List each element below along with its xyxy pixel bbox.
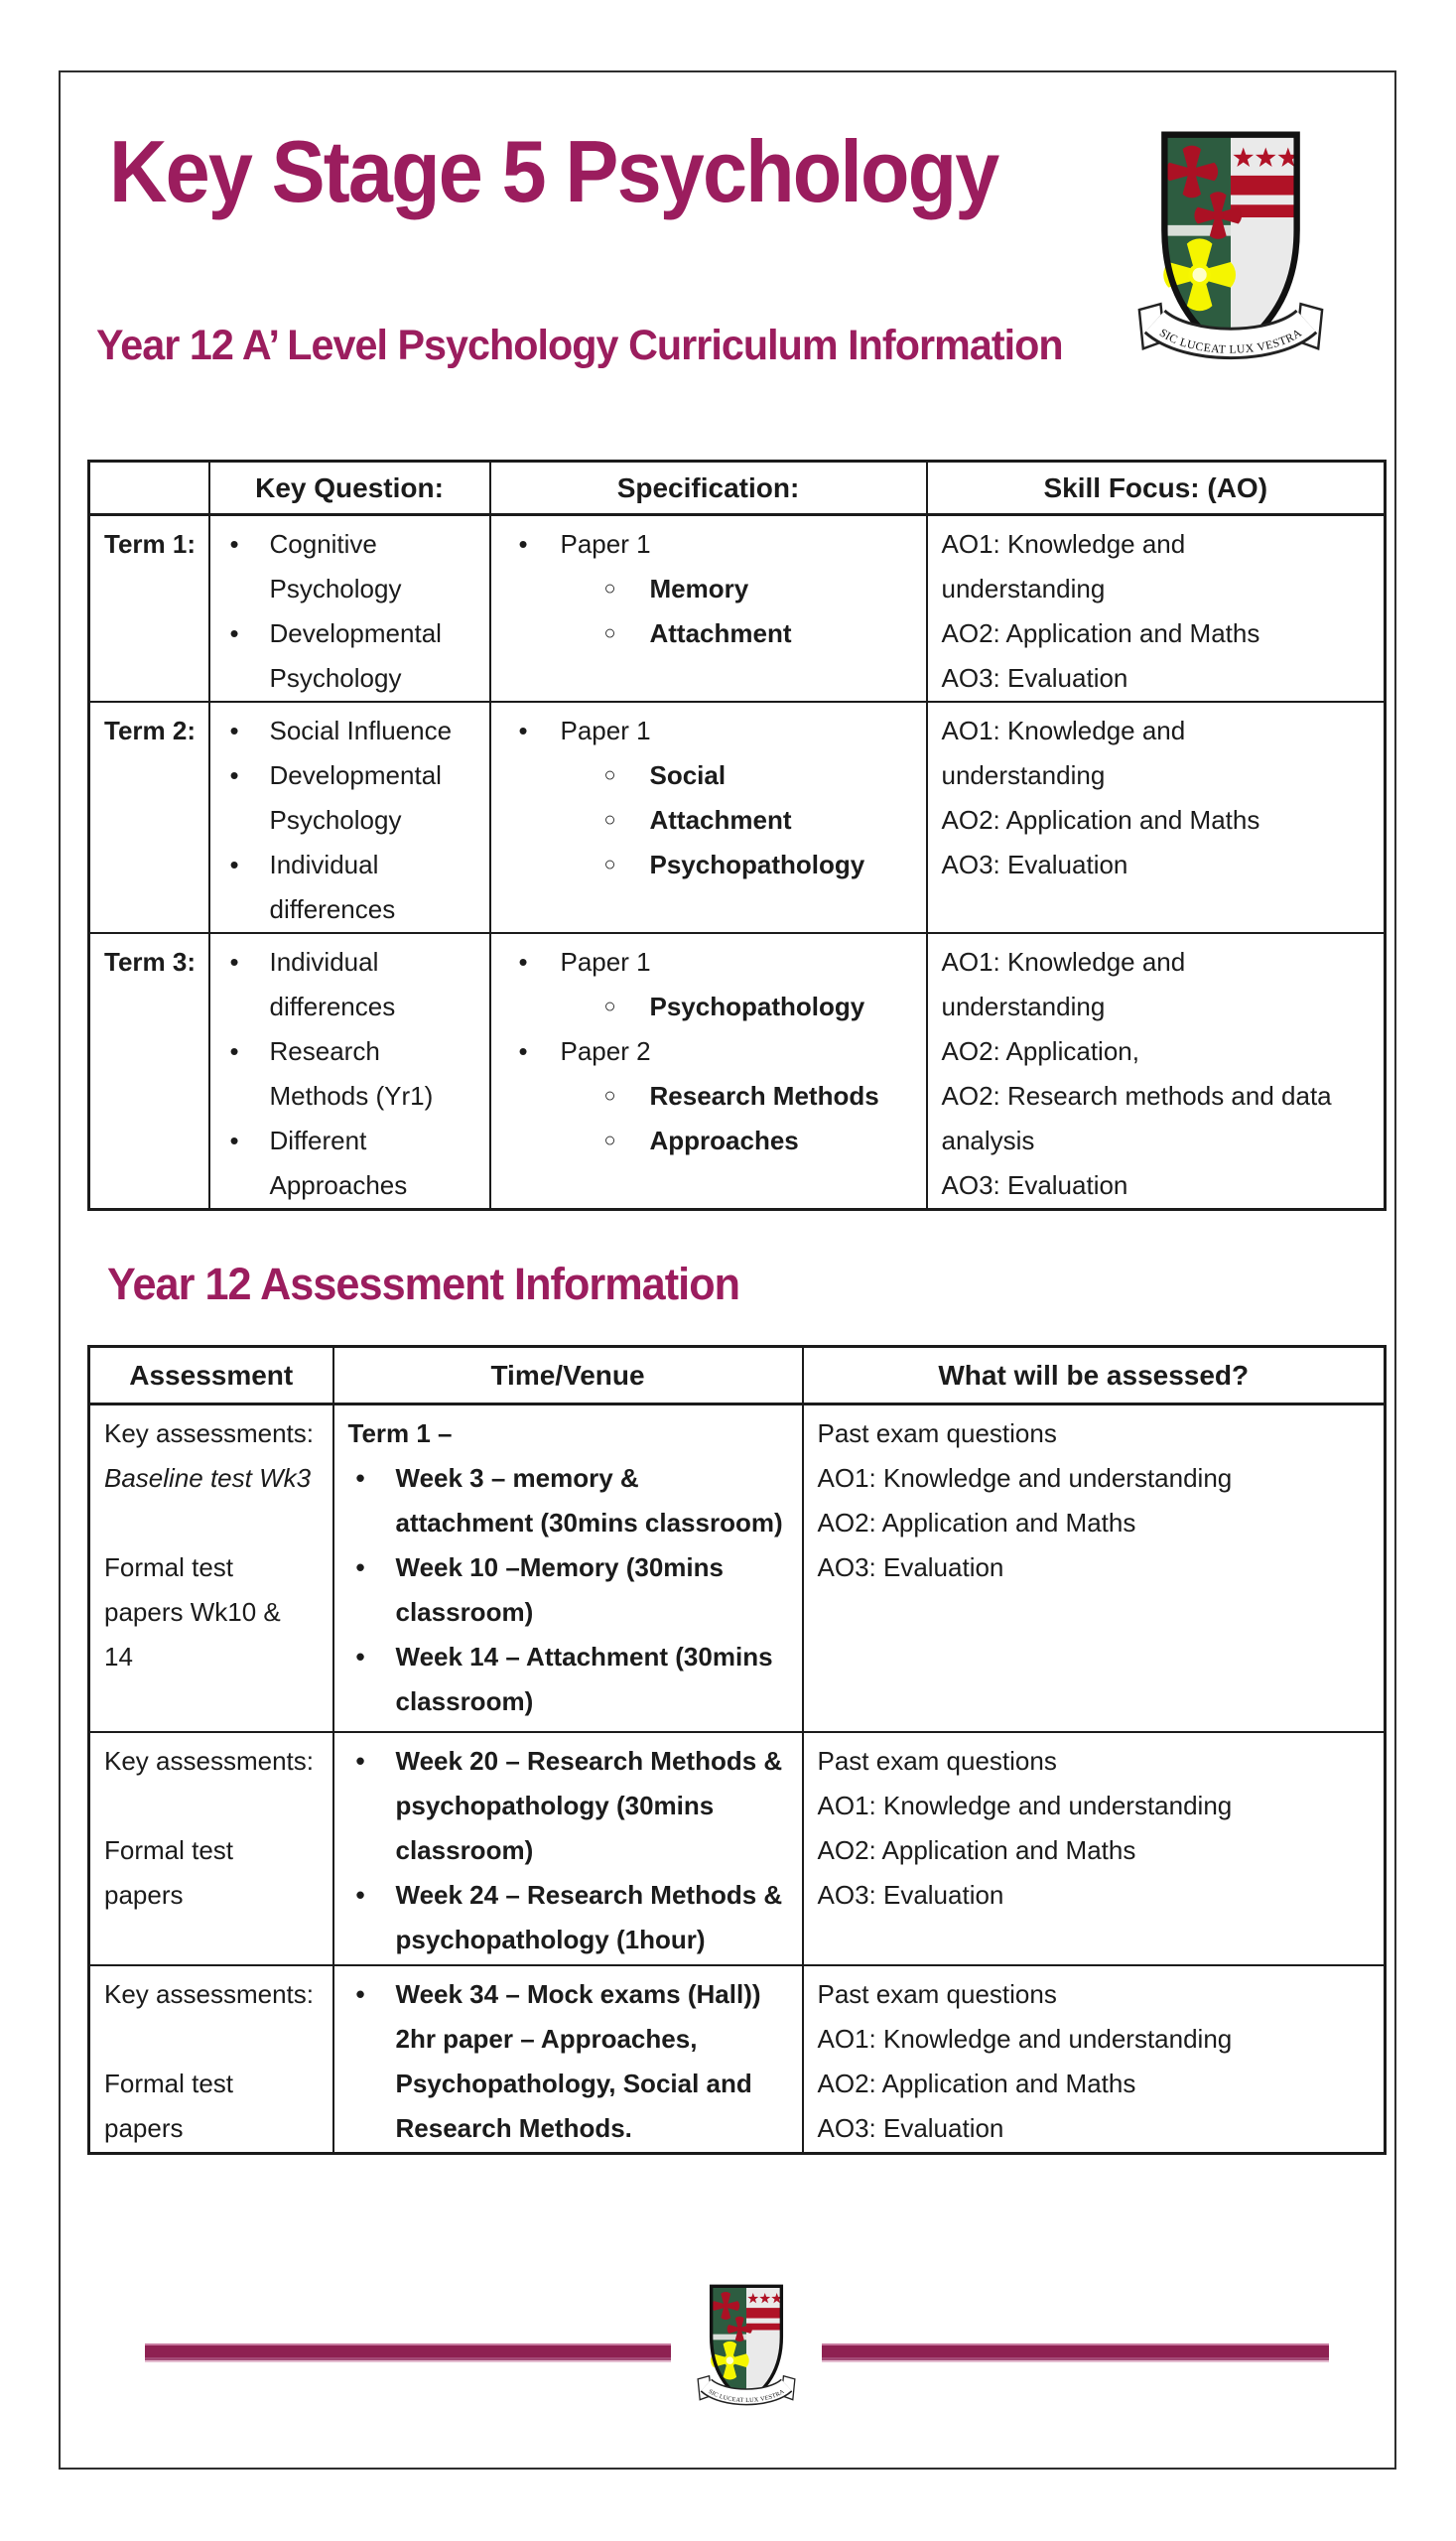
bullet-item (348, 1972, 794, 2151)
item-text: Memory (649, 574, 749, 603)
item-text: Individual differences (269, 947, 396, 1021)
bullet-marker-icon: • (229, 1126, 239, 1155)
table-row (89, 1732, 1386, 1965)
assessment-cell (89, 1732, 333, 1965)
key-question-cell (209, 515, 490, 703)
column-header-assessment: Assessment (89, 1347, 333, 1404)
item-text: Psychopathology (649, 850, 865, 879)
bullet-item (224, 1119, 481, 1208)
item-text: Formal test papers (104, 2068, 234, 2143)
specification-cell (490, 933, 927, 1210)
bullet-marker-icon: • (229, 618, 239, 648)
text-block (104, 1828, 325, 1918)
item-text: Developmental Psychology (269, 618, 442, 693)
text-block (818, 1739, 1377, 1918)
bullet-marker-icon: • (355, 1745, 365, 1776)
bullet-item (348, 1545, 794, 1635)
text-block (104, 1739, 325, 1784)
bullet-marker-icon: • (518, 529, 528, 559)
text-block (348, 1411, 794, 1456)
bullet-item (224, 611, 481, 701)
item-text: Past exam questions AO1: Knowledge and understanding AO2: Application and Maths AO3: Evaluation (817, 1978, 1233, 2143)
bullet-marker-icon: • (518, 947, 528, 977)
column-header-specification: Specification: (490, 462, 927, 515)
item-text: Individual differences (269, 850, 396, 924)
text-block (104, 2062, 325, 2151)
item-text: Paper 1 (560, 716, 651, 745)
key-question-cell (209, 933, 490, 1210)
text-block (104, 1545, 325, 1679)
specification-cell (490, 515, 927, 703)
bullet-marker-icon: • (355, 1552, 365, 1582)
bullet-marker-icon: • (355, 1879, 365, 1910)
sub-bullet-item (505, 798, 918, 843)
column-header-term (89, 462, 209, 515)
footer-crest-box (671, 2279, 822, 2430)
item-text: Social Influence (269, 716, 453, 745)
item-text: Research Methods (649, 1081, 879, 1111)
item-text (104, 1791, 111, 1820)
item-text: Key assessments: (104, 1978, 314, 2009)
key-question-cell (209, 702, 490, 933)
item-text: Key assessments: (104, 1745, 314, 1776)
bullet-item (505, 1029, 918, 1074)
bullet-marker-icon: • (518, 716, 528, 745)
circle-marker-icon: ○ (603, 996, 616, 1017)
sub-bullet-item (505, 611, 918, 656)
crest-motto: SIC LUCEAT LUX VESTRA (707, 2387, 786, 2405)
bullet-item (224, 940, 481, 1029)
item-text: Formal test papers (104, 1834, 234, 1910)
text-block (104, 1972, 325, 2017)
bullet-item (505, 709, 918, 753)
text-block (104, 1501, 325, 1545)
bullet-item (224, 522, 481, 611)
assessed-cell (803, 1404, 1386, 1732)
item-text: Week 34 – Mock exams (Hall)) 2hr paper – Approaches, Psychopathology, Social and Research Methods. (395, 1978, 761, 2143)
text-block (104, 2017, 325, 2062)
item-text (104, 1508, 111, 1538)
circle-marker-icon: ○ (603, 622, 616, 644)
item-text: Past exam questions AO1: Knowledge and understanding AO2: Application and Maths AO3: Evaluation (817, 1745, 1233, 1910)
sub-bullet-item (505, 753, 918, 798)
assessment-cell (89, 1404, 333, 1732)
item-text: Paper 1 (560, 529, 651, 559)
bullet-marker-icon: • (355, 1642, 365, 1672)
circle-marker-icon: ○ (603, 1130, 616, 1151)
term-cell: Term 3: (89, 933, 209, 1210)
text-block (942, 709, 1377, 887)
table-row (89, 1965, 1386, 2154)
skill-focus-cell (927, 515, 1386, 703)
bullet-marker-icon: • (229, 1036, 239, 1066)
sub-bullet-item (505, 567, 918, 611)
bullet-item (224, 843, 481, 932)
item-text: Formal test papers Wk10 & 14 (104, 1552, 281, 1672)
skill-focus-cell (927, 933, 1386, 1210)
item-text: Social (649, 760, 727, 790)
table-row (89, 515, 1386, 703)
table-row (89, 1404, 1386, 1732)
school-crest-footer-icon (695, 2279, 798, 2418)
circle-marker-icon: ○ (603, 1085, 616, 1107)
time-venue-cell (333, 1965, 803, 2154)
item-text: Week 10 –Memory (30mins classroom) (395, 1552, 724, 1627)
circle-marker-icon: ○ (603, 764, 616, 786)
bullet-marker-icon: • (355, 1978, 365, 2009)
table-row (89, 933, 1386, 1210)
item-text: Key assessments: (104, 1418, 314, 1448)
bullet-item (348, 1456, 794, 1545)
bullet-item (348, 1873, 794, 1962)
bullet-item (505, 940, 918, 985)
bullet-marker-icon: • (518, 1036, 528, 1066)
text-block (942, 522, 1377, 701)
item-text: Paper 1 (560, 947, 651, 977)
bullet-item (505, 522, 918, 567)
item-text: Attachment (649, 805, 792, 835)
page-subtitle: Year 12 A’ Level Psychology Curriculum Information (96, 322, 1063, 369)
sub-bullet-item (505, 843, 918, 887)
bullet-item (224, 753, 481, 843)
item-text: Week 24 – Research Methods & psychopathology (1hour) (395, 1879, 783, 1954)
column-header-key-question: Key Question: (209, 462, 490, 515)
item-text: AO1: Knowledge and understanding AO2: Application and Maths AO3: Evaluation (941, 716, 1260, 879)
bullet-item (224, 1029, 481, 1119)
text-block (818, 1972, 1377, 2151)
item-text (104, 2024, 111, 2054)
term-cell: Term 1: (89, 515, 209, 703)
item-text: Term 1 – (347, 1418, 453, 1448)
item-text: Psychopathology (649, 992, 865, 1021)
item-text: Week 3 – memory & attachment (30mins classroom) (395, 1463, 783, 1538)
text-block (818, 1411, 1377, 1590)
column-header-assessed: What will be assessed? (803, 1347, 1386, 1404)
item-text: Research Methods (Yr1) (269, 1036, 434, 1111)
circle-marker-icon: ○ (603, 578, 616, 600)
bullet-marker-icon: • (229, 529, 239, 559)
assessment-table (87, 1345, 1387, 2155)
school-crest-icon (1133, 121, 1328, 384)
table-header-row (89, 1347, 1386, 1404)
assessment-cell (89, 1965, 333, 2154)
time-venue-cell (333, 1404, 803, 1732)
school-crest (1133, 121, 1328, 389)
bullet-marker-icon: • (229, 760, 239, 790)
text-block (104, 1456, 325, 1501)
circle-marker-icon: ○ (603, 809, 616, 831)
section-heading: Year 12 Assessment Information (107, 1259, 740, 1309)
bullet-marker-icon: • (229, 947, 239, 977)
page-title: Key Stage 5 Psychology (109, 122, 998, 220)
item-text: Baseline test Wk3 (104, 1463, 312, 1493)
text-block (104, 1411, 325, 1456)
item-text: Developmental Psychology (269, 760, 442, 835)
text-block (104, 1784, 325, 1828)
item-text: Week 20 – Research Methods & psychopathology (30mins classroom) (395, 1745, 783, 1865)
bullet-marker-icon: • (229, 716, 239, 745)
time-venue-cell (333, 1732, 803, 1965)
curriculum-table (87, 460, 1387, 1211)
item-text: Week 14 – Attachment (30mins classroom) (395, 1642, 773, 1716)
item-text: Approaches (649, 1126, 799, 1155)
bullet-item (348, 1635, 794, 1724)
item-text: Past exam questions AO1: Knowledge and understanding AO2: Application and Maths AO3: Evaluation (817, 1418, 1233, 1582)
assessed-cell (803, 1732, 1386, 1965)
column-header-skill-focus: Skill Focus: (AO) (927, 462, 1386, 515)
item-text: Different Approaches (269, 1126, 408, 1200)
specification-cell (490, 702, 927, 933)
text-block (942, 940, 1377, 1208)
table-row (89, 702, 1386, 933)
sub-bullet-item (505, 1074, 918, 1119)
table-header-row (89, 462, 1386, 515)
assessed-cell (803, 1965, 1386, 2154)
bullet-marker-icon: • (355, 1463, 365, 1493)
circle-marker-icon: ○ (603, 854, 616, 875)
crest-motto: SIC LUCEAT LUX VESTRA (1156, 326, 1305, 356)
sub-bullet-item (505, 1119, 918, 1163)
item-text: Cognitive Psychology (269, 529, 402, 603)
column-header-time-venue: Time/Venue (333, 1347, 803, 1404)
bullet-item (224, 709, 481, 753)
bullet-marker-icon: • (229, 850, 239, 879)
item-text: AO1: Knowledge and understanding AO2: Application and Maths AO3: Evaluation (941, 529, 1260, 693)
item-text: Attachment (649, 618, 792, 648)
term-cell: Term 2: (89, 702, 209, 933)
bullet-item (348, 1739, 794, 1873)
skill-focus-cell (927, 702, 1386, 933)
item-text: Paper 2 (560, 1036, 651, 1066)
sub-bullet-item (505, 985, 918, 1029)
item-text: AO1: Knowledge and understanding AO2: Application, AO2: Research methods and data analysis AO3: Evaluation (941, 947, 1332, 1200)
